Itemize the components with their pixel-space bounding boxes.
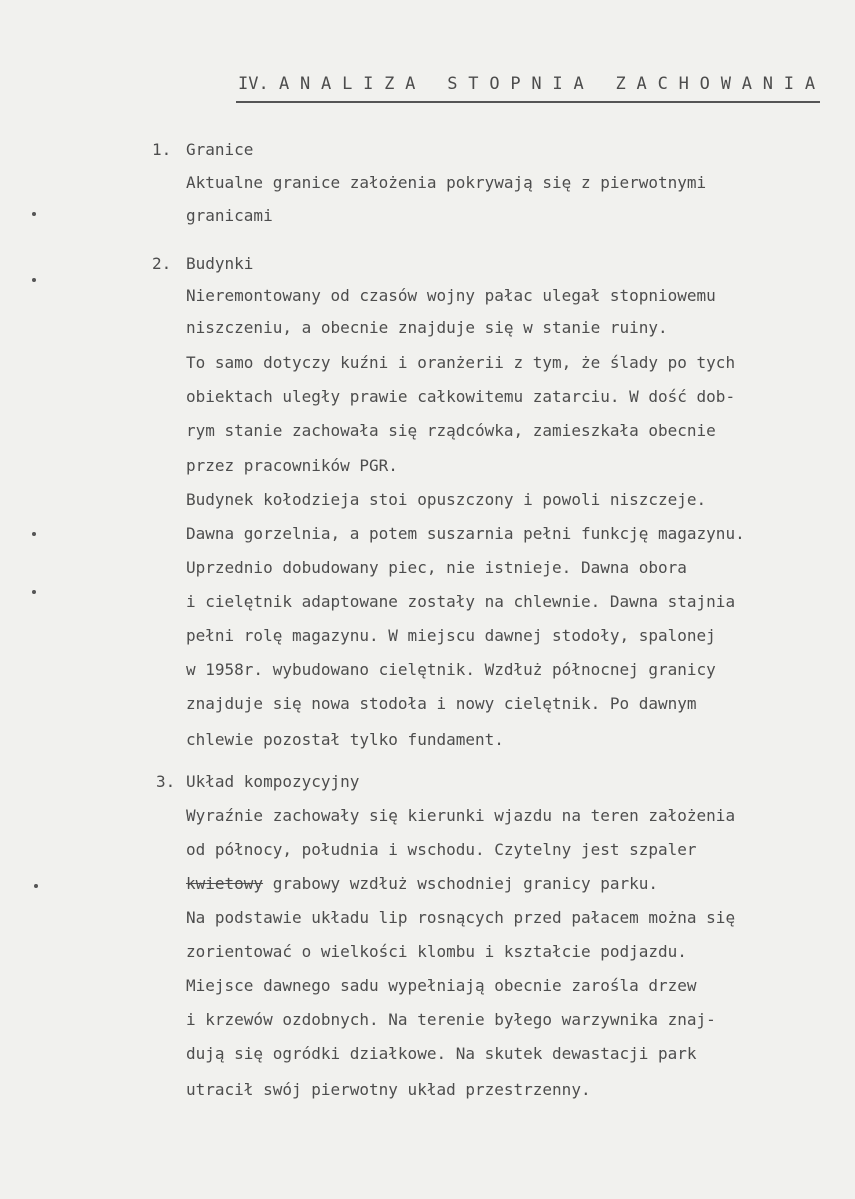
margin-dot [32, 532, 36, 536]
section-number: 3. [156, 772, 176, 791]
text-line: pełni rolę magazynu. W miejscu dawnej stodoły, spalonej [186, 626, 716, 645]
text-line: niszczeniu, a obecnie znajduje się w stanie ruiny. [186, 318, 668, 337]
text-line: Nieremontowany od czasów wojny pałac ulegał stopniowemu [186, 286, 716, 305]
text-line: granicami [186, 206, 273, 225]
text-line: rym stanie zachowała się rządcówka, zamieszkała obecnie [186, 421, 716, 440]
text-line-with-strike [186, 874, 658, 893]
text-line: i cielętnik adaptowane zostały na chlewnie. Dawna stajnia [186, 592, 736, 611]
margin-dot [32, 278, 36, 282]
struck-word: kwietowy [186, 874, 264, 893]
text-line: Aktualne granice założenia pokrywają się z pierwotnymi [186, 173, 707, 192]
text-line: chlewie pozostał tylko fundament. [186, 730, 504, 749]
section-heading: Granice [186, 140, 254, 159]
margin-dot [32, 212, 36, 216]
text-line: Dawna gorzelnia, a potem suszarnia pełni funkcję magazynu. [186, 524, 745, 543]
text-line: Uprzednio dobudowany piec, nie istnieje. Dawna obora [186, 558, 687, 577]
margin-dot [32, 590, 36, 594]
section-number: 1. [152, 140, 172, 159]
section-heading: Układ kompozycyjny [186, 772, 360, 791]
text-line: Wyraźnie zachowały się kierunki wjazdu na teren założenia [186, 806, 736, 825]
margin-dot [34, 884, 38, 888]
page-title [238, 74, 826, 94]
text-line: zorientować o wielkości klombu i kształcie podjazdu. [186, 942, 687, 961]
text-line: znajduje się nowa stodoła i nowy cielętnik. Po dawnym [186, 694, 697, 713]
text-line: grabowy wzdłuż wschodniej granicy parku. [272, 874, 659, 893]
title-underline [236, 101, 820, 103]
text-line: od północy, południa i wschodu. Czytelny jest szpaler [186, 840, 697, 859]
section-number: 2. [152, 254, 172, 273]
text-line: utracił swój pierwotny układ przestrzenny. [186, 1080, 591, 1099]
text-line: To samo dotyczy kuźni i oranżerii z tym, że ślady po tych [186, 353, 736, 372]
section-heading: Budynki [186, 254, 254, 273]
text-line: w 1958r. wybudowano cielętnik. Wzdłuż północnej granicy [186, 660, 716, 679]
title-text: ANALIZA STOPNIA ZACHOWANIA [278, 74, 826, 94]
text-line: Budynek kołodzieja stoi opuszczony i powoli niszczeje. [186, 490, 707, 509]
title-numeral: IV. [238, 74, 269, 94]
text-line: dują się ogródki działkowe. Na skutek dewastacji park [186, 1044, 697, 1063]
text-line: Na podstawie układu lip rosnących przed pałacem można się [186, 908, 736, 927]
text-line: i krzewów ozdobnych. Na terenie byłego warzywnika znaj- [186, 1010, 716, 1029]
text-line: Miejsce dawnego sadu wypełniają obecnie zarośla drzew [186, 976, 697, 995]
text-line: przez pracowników PGR. [186, 456, 398, 475]
text-line: obiektach uległy prawie całkowitemu zatarciu. W dość dob- [186, 387, 736, 406]
